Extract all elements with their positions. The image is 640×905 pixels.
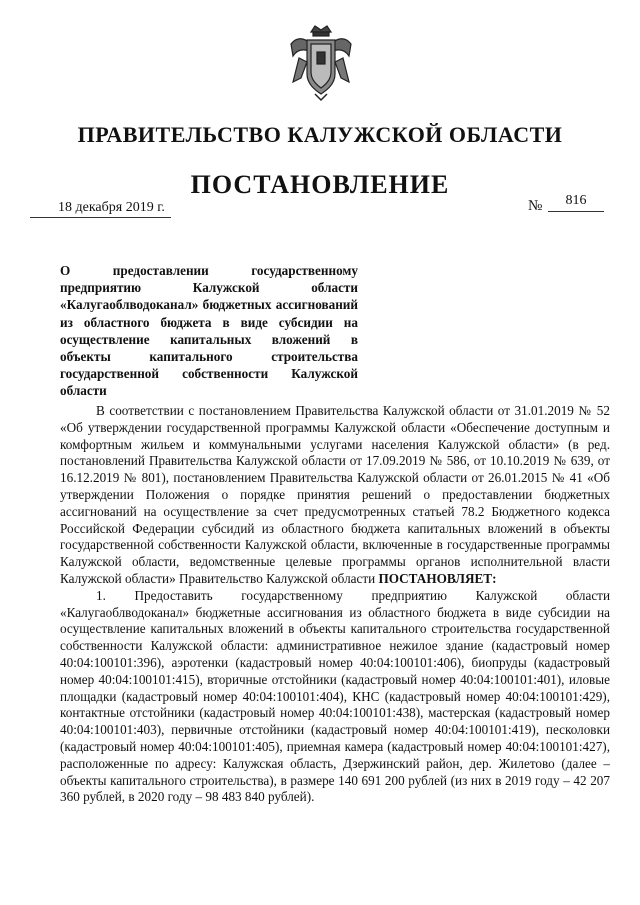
document-subject: О предоставлении государственному предприятию Калужской области «Калугаоблводоканал» бюджетных ассигнований из областного бюджета в виде субсидии на осуществление капитальных вложений в объекты капитального строительства государственной собственности Калужской области bbox=[60, 263, 358, 399]
preamble-text: В соответствии с постановлением Правительства Калужской области от 31.01.2019 № 52 «Об утверждении государственной программы Калужской области «Обеспечение доступным и комфортным жильем и коммунальными услугами населения Калужской области» (в ред. постановлений Правительства Калужской области от 17.09.2019 № 586, от 10.10.2019 № 639, от 16.12.2019 № 801), постановлением Правительства Калужской области от 26.01.2015 № 41 «Об утверждении Положения о порядке принятия решений о предоставлении бюджетных ассигнований на осуществление за счет предусмотренных статьей 78.2 Бюджетного кодекса Российской Федерации субсидий из областного бюджета капитальных вложений в объекты государственной собственности Калужской области, включенные в государственные программы Калужской области, ведомственные целевые программы органов исполнительной власти Калужской области» Правительство Калужской области bbox=[60, 403, 610, 586]
coat-of-arms-emblem bbox=[289, 22, 353, 102]
document-number: 816 bbox=[548, 193, 604, 212]
preamble-paragraph bbox=[60, 403, 610, 588]
government-title: ПРАВИТЕЛЬСТВО КАЛУЖСКОЙ ОБЛАСТИ bbox=[77, 122, 563, 147]
document-type-title: ПОСТАНОВЛЕНИЕ bbox=[190, 170, 450, 199]
document-body bbox=[60, 403, 610, 806]
item-1-paragraph: 1. Предоставить государственному предприятию Калужской области «Калугаоблводоканал» бюджетные ассигнования из областного бюджета в виде субсидии на осуществление капитальных вложений в объекты капитального строительства государственной собственности Калужской области: административное нежилое здание (кадастровый номер 40:04:100101:396), аэротенки (кадастровый номер 40:04:100101:406), биопруды (кадастровый номер 40:04:100101:415), вторичные отстойники (кадастровый номер 40:04:100101:401), иловые площадки (кадастровый номер 40:04:100101:404), КНС (кадастровый номер 40:04:100101:429), контактные отстойники (кадастровый номер 40:04:100101:438), мастерская (кадастровый номер 40:04:100101:403), первичные отстойники (кадастровый номер 40:04:100101:419), песколовки (кадастровый номер 40:04:100101:405), приемная камера (кадастровый номер 40:04:100101:427), расположенные по адресу: Калужская область, Дзержинский район, дер. Жилетово (далее – объекты капитального строительства), в размере 140 691 200 рублей (из них в 2019 году – 42 207 360 рублей, в 2020 году – 98 483 840 рублей). bbox=[60, 587, 610, 805]
document-date: 18 декабря 2019 г. bbox=[30, 200, 171, 218]
resolves-keyword: ПОСТАНОВЛЯЕТ: bbox=[378, 570, 497, 586]
number-label: № bbox=[528, 198, 543, 214]
